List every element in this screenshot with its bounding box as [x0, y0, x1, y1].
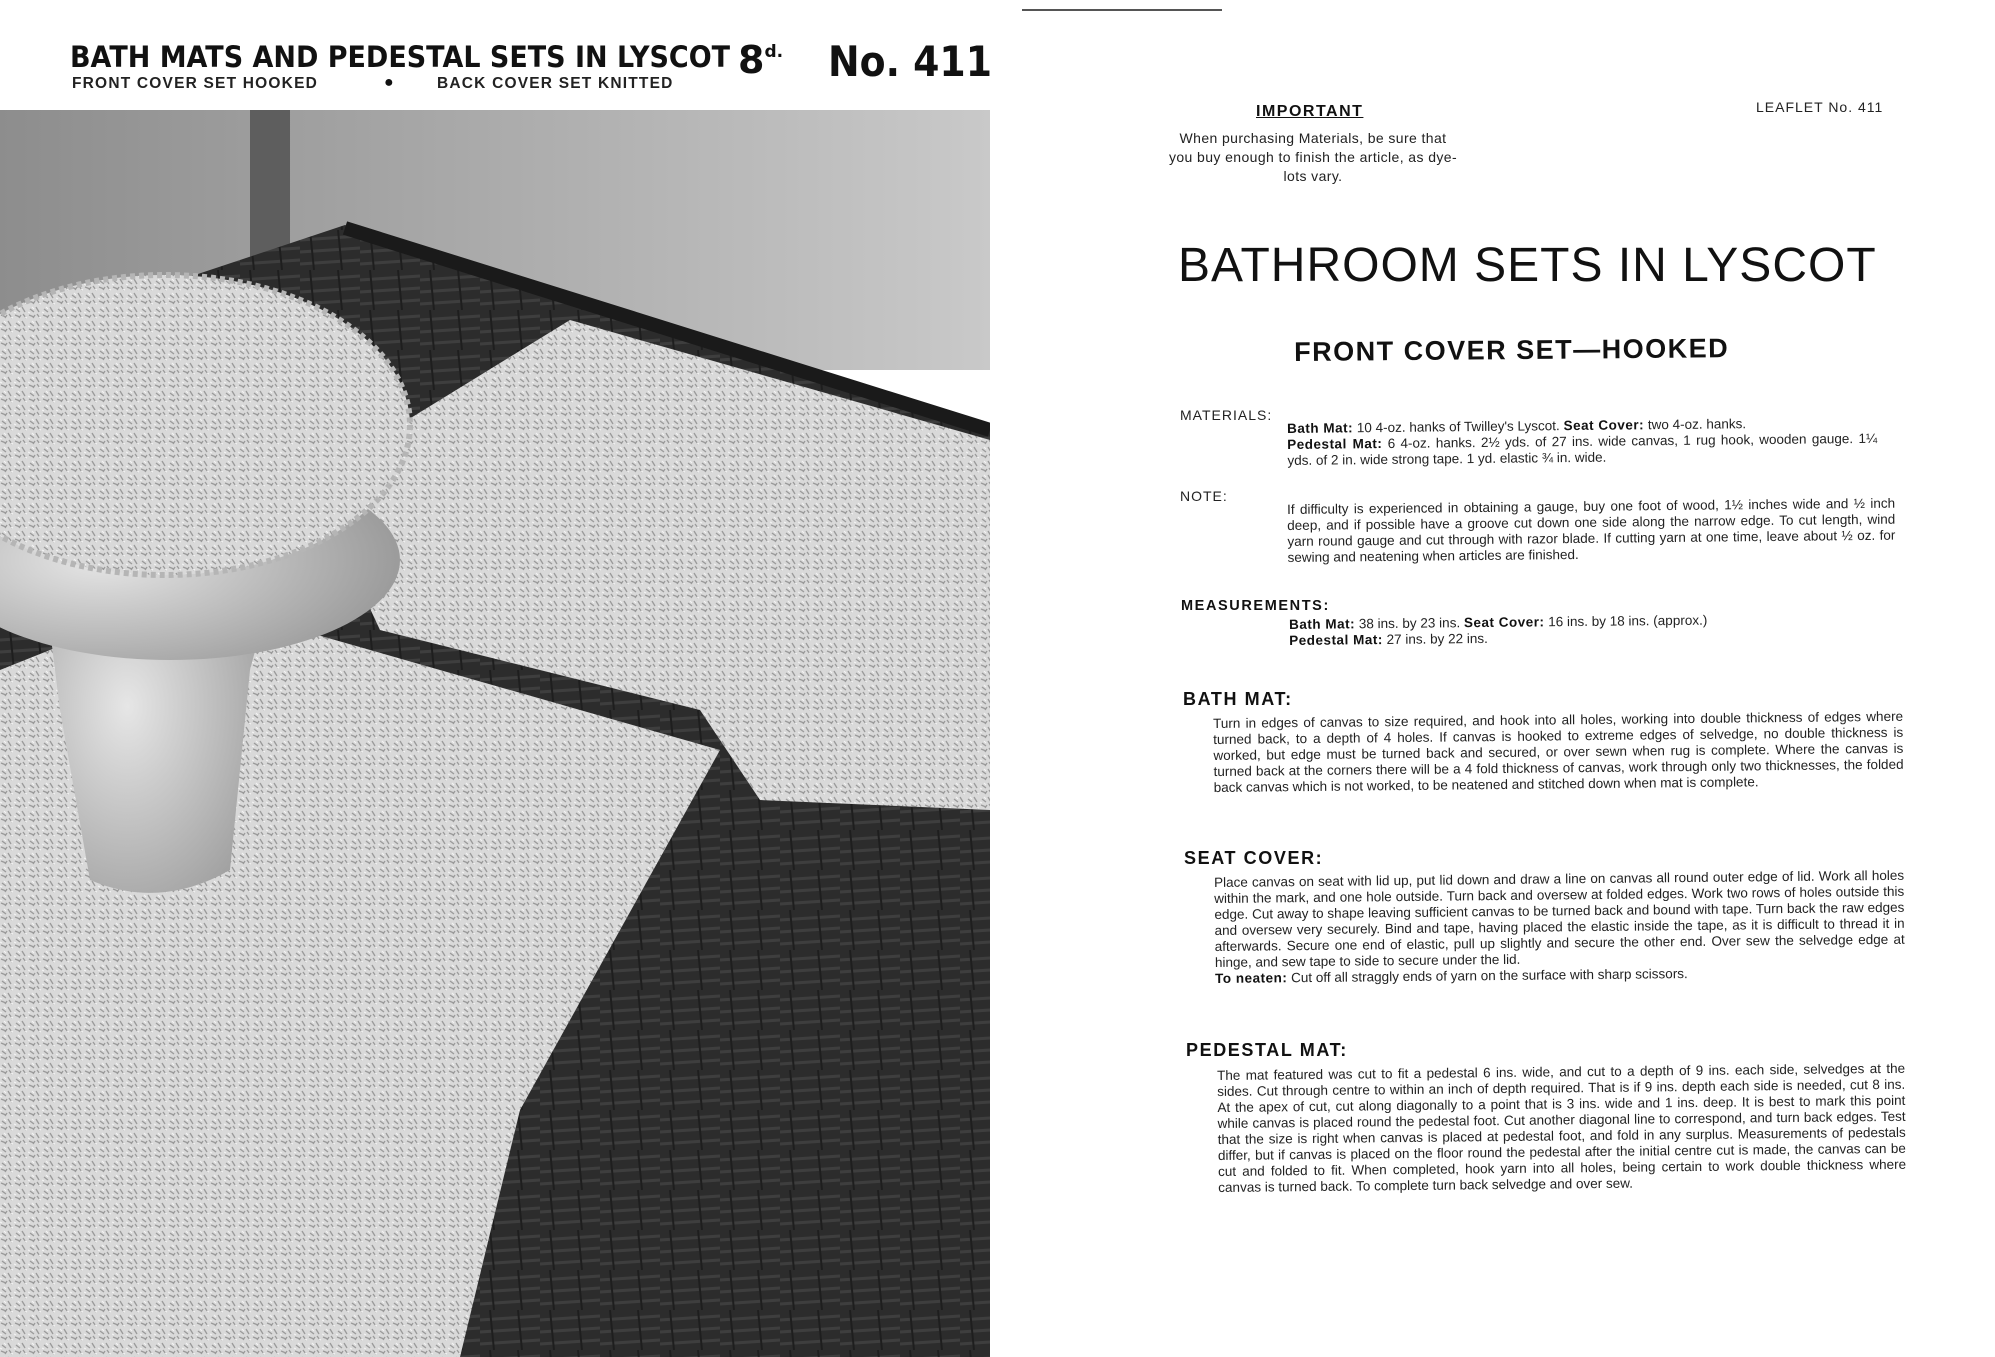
price-value: 8 [738, 38, 765, 82]
cover-price [738, 38, 783, 82]
materials-bath-mat-text: 10 4-oz. hanks of Twilley's Lyscot. [1356, 418, 1560, 436]
seat-cover-neaten-text: Cut off all straggly ends of yarn on the surface with sharp scissors. [1291, 966, 1688, 986]
materials-pedestal-mat-text: 6 4-oz. hanks. 2½ yds. of 27 ins. wide canvas, 1 rug hook, wooden gauge. 1¼ yds. of 2 in. wide strong tape. 1 yd. elastic ¾ in. wide. [1287, 430, 1878, 468]
materials-seat-cover-label: Seat Cover: [1563, 417, 1645, 434]
price-unit: d. [764, 42, 784, 62]
cover-subtitle-knitted: BACK COVER SET KNITTED [437, 75, 674, 92]
seat-cover-neaten-label: To neaten: [1215, 970, 1288, 986]
measurements-pedestal-mat-label: Pedestal Mat: [1289, 632, 1383, 648]
leaflet-number: LEAFLET No. 411 [1756, 99, 1884, 115]
note-label: NOTE: [1180, 488, 1228, 504]
materials-text [1287, 415, 1877, 469]
important-heading: IMPORTANT [1256, 103, 1364, 120]
section-subtitle: FRONT COVER SET—HOOKED [1294, 333, 1730, 367]
seat-cover-body: Place canvas on seat with lid up, put lid down and draw a line on canvas all round outer edge of lid. Work all holes within the mark, and one hole outside. Turn back and oversew at folded edges. Work two rows of holes outside this edge. Cut away to shape leaving sufficient canvas to be turned back and bound with tape. Turn back the raw edges and oversew very securely. Bind and tape, having placed the elastic inside the tape, as it is difficult to thread it in afterwards. Secure one end of elastic, pull up slightly and secure the other end. Over sew the selvedge edge at hinge, and sew tape to side to secure under the lid. [1214, 867, 1905, 970]
bullet-separator: ● [384, 74, 394, 91]
materials-bath-mat-label: Bath Mat: [1287, 420, 1354, 436]
leaflet-page [1000, 0, 1995, 1357]
cover-subtitle-hooked: FRONT COVER SET HOOKED [72, 75, 318, 92]
cover-pattern-number: No. 411 [828, 37, 992, 86]
materials-seat-cover-text: two 4-oz. hanks. [1647, 416, 1747, 433]
cover-title: BATH MATS AND PEDESTAL SETS IN LYSCOT [70, 40, 731, 74]
measurements-seat-cover-label: Seat Cover: [1463, 614, 1545, 631]
top-rule [1022, 9, 1222, 11]
bath-mat-text: Turn in edges of canvas to size required, and hook into all holes, working into double thickness of edges where turned back, to a depth of 4 holes. If canvas is hooked to extreme edges of selvedge, no double thickness is worked, but edge must be turned back and secured, or over sewn when rug is complete. Where the canvas is turned back at the corners there will be a 4 fold thickness of canvas, work through only two thicknesses, the folded back canvas which is not worked, to be neatened and stitched down when mat is complete. [1213, 708, 1904, 795]
bath-mat-heading: BATH MAT: [1183, 689, 1293, 709]
materials-label: MATERIALS: [1180, 407, 1273, 423]
materials-pedestal-mat-label: Pedestal Mat: [1287, 436, 1383, 452]
measurements-pedestal-mat-text: 27 ins. by 22 ins. [1386, 630, 1488, 647]
pedestal-mat-text: The mat featured was cut to fit a pedestal 6 ins. wide, and cut to a depth of 9 ins. each side, selvedges at the sides. Cut through centre to within an inch of depth required. That is if 9 ins. depth each side is needed, cut 8 ins. At the apex of cut, cut along diagonally to a point that is 3 ins. wide and 1 ins. deep. It is best to mark this point while canvas is placed round the pedestal foot. Cut another diagonal line to correspond, and turn back edges. Test that the size is right when canvas is placed at pedestal foot, and fold in any surplus. Measurements of pedestals differ, but if canvas is placed on the floor round the pedestal after the initial centre cut is made, the canvas can be cut and folded to fit. When completed, hook yarn into all holes, being certain to work double thickness where canvas is turned back. To complete turn back selvedge and over sew. [1217, 1060, 1907, 1195]
note-text: If difficulty is experienced in obtaining a gauge, buy one foot of wood, 1½ inches wide and ½ inch deep, and if possible have a groove cut down one side along the narrow edge. To cut length, wind yarn round gauge and cut through with razor blade. If cutting yarn at one time, leave about ½ oz. for sewing and neatening when articles are finished. [1287, 495, 1896, 565]
measurements-seat-cover-text: 16 ins. by 18 ins. (approx.) [1548, 612, 1708, 630]
measurements-label: MEASUREMENTS: [1181, 598, 1330, 614]
important-note: When purchasing Materials, be sure that you buy enough to finish the article, as dye-lots vary. [1168, 130, 1458, 184]
pedestal-mat-heading: PEDESTAL MAT: [1186, 1040, 1348, 1060]
measurements-bath-mat-label: Bath Mat: [1289, 616, 1356, 632]
cover-photo [0, 110, 990, 1357]
measurements-bath-mat-text: 38 ins. by 23 ins. [1358, 615, 1461, 632]
measurements-text [1289, 611, 1849, 649]
seat-cover-text [1214, 868, 1905, 987]
cover-page [0, 0, 992, 1357]
seat-cover-heading: SEAT COVER: [1184, 848, 1324, 868]
cover-header [0, 0, 992, 108]
main-title: BATHROOM SETS IN LYSCOT [1178, 239, 1877, 292]
